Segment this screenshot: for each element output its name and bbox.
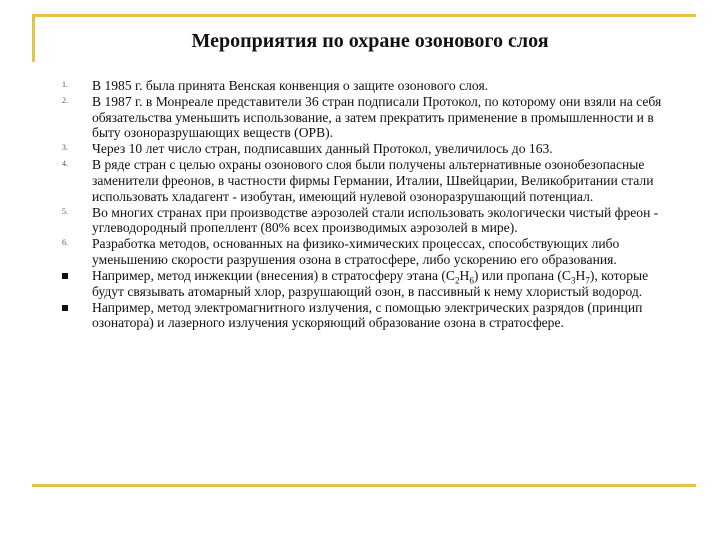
square-bullet-icon (62, 302, 74, 311)
list-item (62, 268, 682, 299)
item-text: Во многих странах при производстве аэрозолей стали использовать экологически чистый фреон - углеводородный пропеллент (80% всех производимых аэрозолей в мире). (92, 204, 659, 236)
item-number: 3. (62, 143, 68, 153)
item-number: 4. (62, 159, 68, 169)
item-number: 2. (62, 96, 68, 106)
square-bullet-icon (62, 270, 74, 279)
item-text: Через 10 лет число стран, подписавших данный Протокол, увеличилось до 163. (92, 141, 553, 157)
measures-list (62, 78, 682, 332)
item-number: 1. (62, 80, 68, 89)
item-text: Например, метод инжекции (внесения) в стратосферу этана $(C_2H_6)$ или пропана $(C_3H_7)$, которые будут связывать атомарный хлор, разрушающий озон, в пассивный к нему хлористый водород. (92, 268, 649, 299)
decorative-bottom-line (32, 484, 696, 487)
slide-title: Мероприятия по охране озонового слоя (191, 30, 549, 52)
list-item (62, 157, 682, 204)
list-item (62, 78, 682, 94)
decorative-top-line (32, 14, 696, 17)
list-item (62, 205, 682, 236)
item-text: В ряде стран с целью охраны озонового слоя были получены альтернативные озонобезопасные заменители фреонов, в частности фирмы Германии, Италии, Швейцарии, Великобритании стали использовать хладагент - изобутан, имеющий нулевой озоноразрушающий потенциал. (92, 157, 654, 204)
item-text: Разработка методов, основанных на физико-химических процессах, способствующих либо уменьшению скорости разрушения озона в стратосфере, либо ускорению его образования. (92, 236, 620, 268)
item-text: В 1985 г. была принята Венская конвенция о защите озонового слоя. (92, 78, 489, 93)
item-number: 5. (62, 206, 68, 216)
decorative-vertical-line (32, 14, 35, 62)
list-item (62, 236, 682, 267)
item-text: В 1987 г. в Монреале представители 36 стран подписали Протокол, по которому они взяли на себя обязательства уменьшить использование, а затем прекратить применение в промышленности и в быту озоноразрушающих веществ (ОРВ). (92, 94, 662, 141)
item-number: 6. (62, 238, 68, 248)
list-item (62, 300, 682, 331)
list-item (62, 94, 682, 141)
item-text: Например, метод электромагнитного излучения, с помощью электрических разрядов (принцип озонатора) и лазерного излучения ускоряющий образование озона в стратосфере. (92, 299, 643, 331)
list-item (62, 141, 682, 157)
